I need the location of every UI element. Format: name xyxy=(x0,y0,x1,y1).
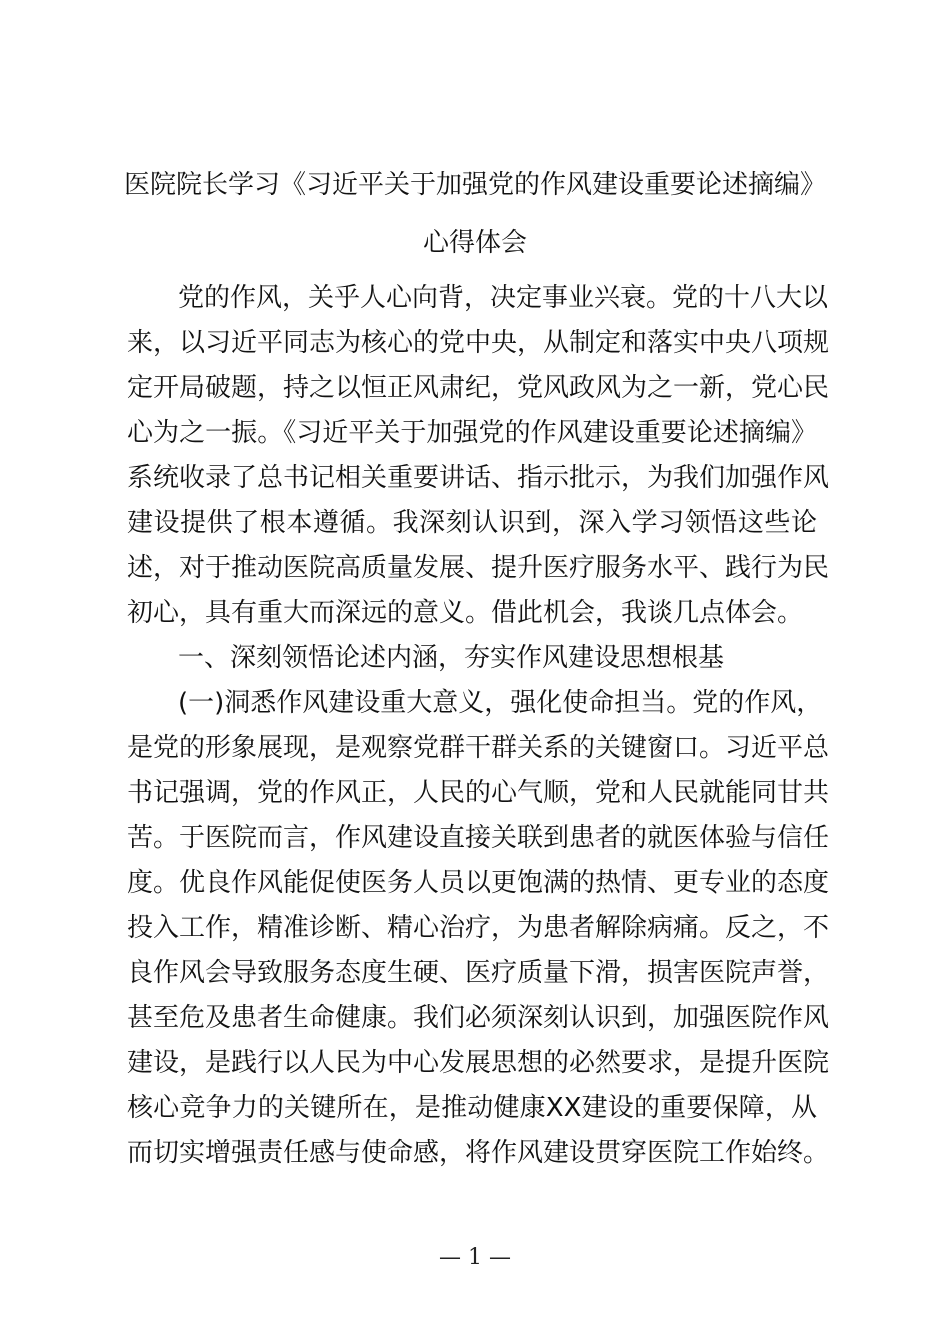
paragraph-line: 甚至危及患者生命健康。我们必须深刻认识到，加强医院作风 xyxy=(127,1003,830,1033)
paragraph-line: 核心竞争力的关键所在，是推动健康XX建设的重要保障，从 xyxy=(127,1093,817,1123)
paragraph-line: 初心，具有重大而深远的意义。借此机会，我谈几点体会。 xyxy=(127,598,804,628)
document-title-line-1: 医院院长学习《习近平关于加强党的作风建设重要论述摘编》 xyxy=(123,170,826,200)
paragraph-line: (一)洞悉作风建设重大意义，强化使命担当。党的作风， xyxy=(178,688,823,718)
paragraph-line: 建设，是践行以人民为中心发展思想的必然要求，是提升医院 xyxy=(127,1048,830,1078)
paragraph-line: 述，对于推动医院高质量发展、提升医疗服务水平、践行为民 xyxy=(127,553,830,583)
paragraph-line: 系统收录了总书记相关重要讲话、指示批示，为我们加强作风 xyxy=(127,463,830,493)
paragraph-line: 是党的形象展现，是观察党群干群关系的关键窗口。习近平总 xyxy=(127,733,830,763)
paragraph-line: 来，以习近平同志为核心的党中央，从制定和落实中央八项规 xyxy=(127,328,830,358)
document-title-line-2: 心得体会 xyxy=(422,228,527,258)
section-heading: 一、深刻领悟论述内涵，夯实作风建设思想根基 xyxy=(178,643,725,673)
paragraph-line: 定开局破题，持之以恒正风肃纪，党风政风为之一新，党心民 xyxy=(127,373,830,403)
paragraph-line: 书记强调，党的作风正，人民的心气顺，党和人民就能同甘共 xyxy=(127,778,830,808)
paragraph-line: 心为之一振。《习近平关于加强党的作风建设重要论述摘编》 xyxy=(127,418,817,448)
paragraph-line: 而切实增强责任感与使命感，将作风建设贯穿医院工作始终。 xyxy=(127,1138,830,1168)
paragraph-line: 度。优良作风能促使医务人员以更饱满的热情、更专业的态度 xyxy=(127,868,830,898)
page-number: — 1 — xyxy=(439,1245,511,1270)
paragraph-line: 良作风会导致服务态度生硬、医疗质量下滑，损害医院声誉， xyxy=(127,958,830,988)
paragraph-line: 党的作风，关乎人心向背，决定事业兴衰。党的十八大以 xyxy=(178,283,829,313)
paragraph-line: 建设提供了根本遵循。我深刻认识到，深入学习领悟这些论 xyxy=(127,508,817,538)
paragraph-line: 苦。于医院而言，作风建设直接关联到患者的就医体验与信任 xyxy=(127,823,830,853)
paragraph-line: 投入工作，精准诊断、精心治疗，为患者解除病痛。反之，不 xyxy=(127,913,830,943)
